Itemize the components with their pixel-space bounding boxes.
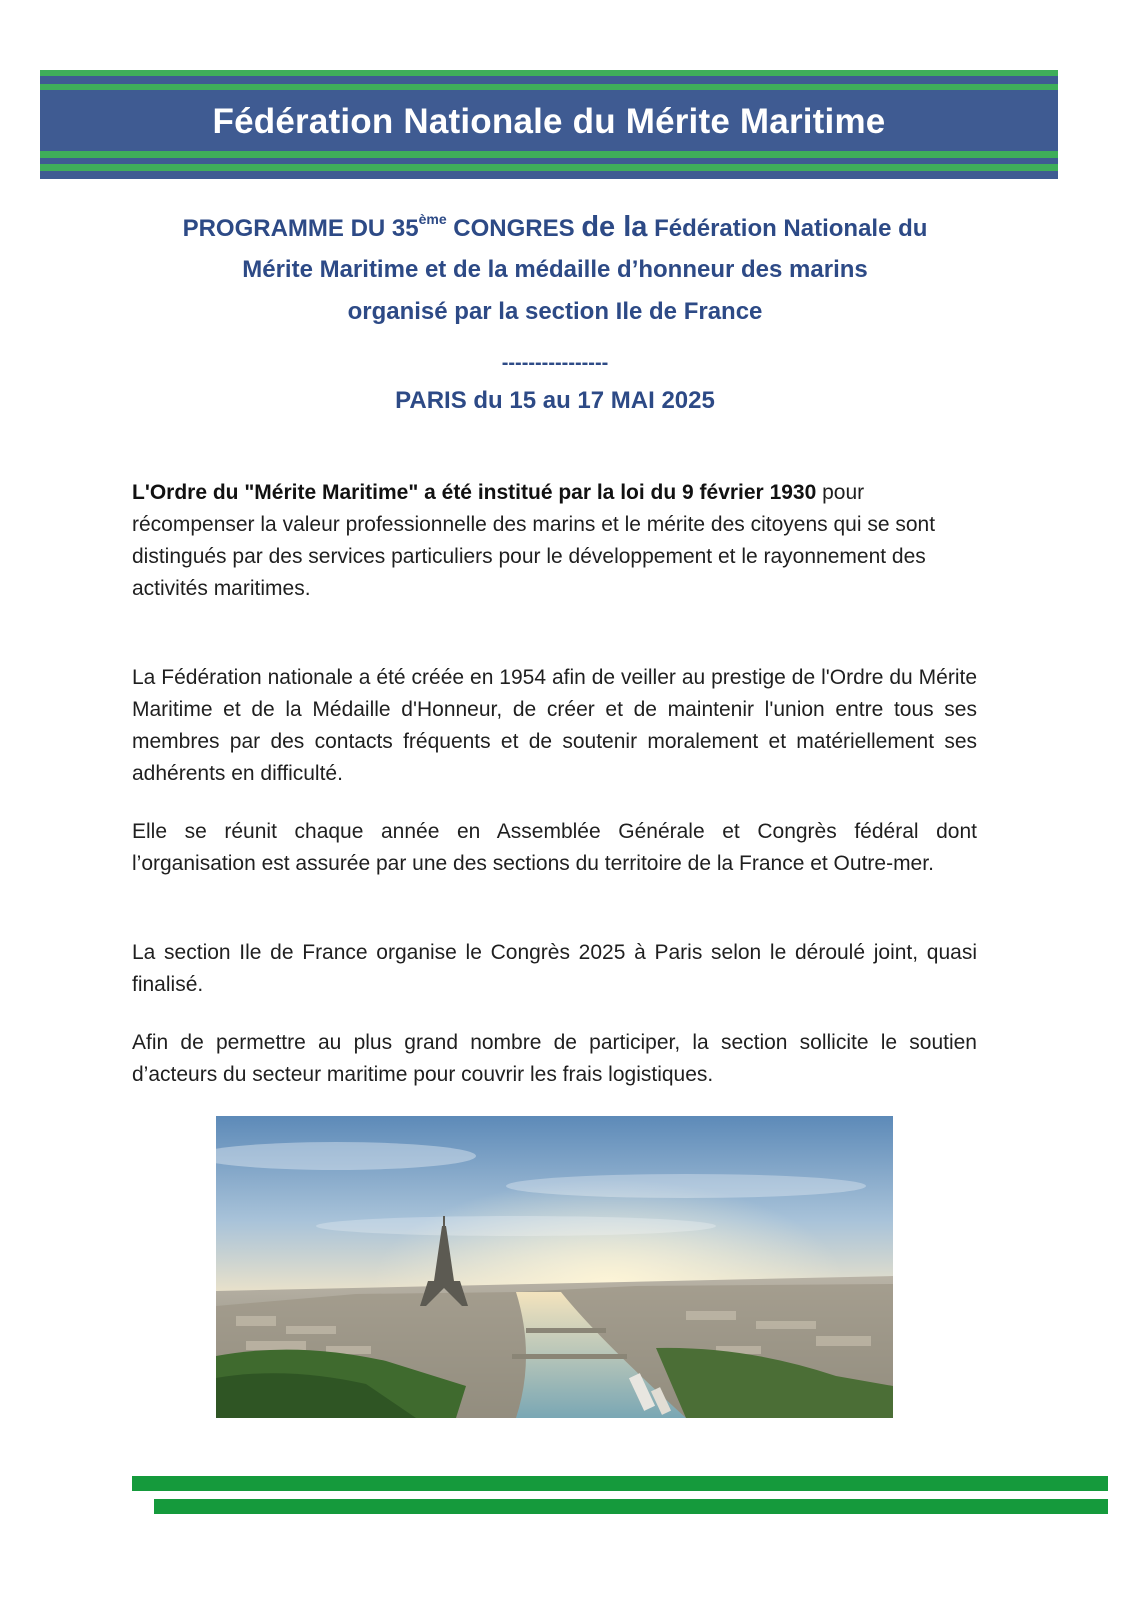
heading-text: Fédération Nationale du (647, 215, 928, 242)
paris-seine-photo (216, 1116, 893, 1418)
intro-text: pour récompenser la valeur professionnelle des marins et le mérite des citoyens qui se sont distingués par des services particuliers pour le développement et le rayonnement des activités maritimes. (132, 481, 936, 600)
intro-paragraph (132, 477, 977, 605)
banner-stripe (40, 171, 1058, 179)
footer-bar (132, 1476, 1108, 1491)
programme-heading-line3: organisé par la section Ile de France (347, 298, 763, 325)
banner-stripe (40, 151, 1058, 158)
heading-separator: ---------------- (501, 352, 609, 374)
banner-stripe (40, 76, 1058, 84)
support-paragraph: Afin de permettre au plus grand nombre de participer, la section sollicite le soutien d’acteurs du secteur maritime pour couvrir les frais logistiques. (132, 1031, 977, 1086)
intro-bold-text: L'Ordre du "Mérite Maritime" a été institué par la loi du 9 février 1930 (132, 481, 817, 504)
header-banner (40, 70, 1058, 179)
heading-superscript: ème (418, 211, 447, 227)
congress-paragraph: La section Ile de France organise le Congrès 2025 à Paris selon le déroulé joint, quasi finalisé. (132, 941, 977, 996)
federation-paragraph: La Fédération nationale a été créée en 1954 afin de veiller au prestige de l'Ordre du Mérite Maritime et de la Médaille d'Honneur, de créer et de maintenir l'union entre tous ses membres par des contacts fréquents et de soutenir moralement et matériellement ses adhérents en difficulté. (132, 666, 977, 785)
programme-heading-line1 (90, 206, 1020, 250)
heading-text: CONGRES (446, 215, 582, 242)
event-date: PARIS du 15 au 17 MAI 2025 (395, 387, 715, 414)
footer-bar (154, 1499, 1108, 1514)
heading-text: PROGRAMME DU 35 (182, 215, 419, 242)
assembly-paragraph: Elle se réunit chaque année en Assemblée Générale et Congrès fédéral dont l’organisation est assurée par une des sections du territoire de la France et Outre-mer. (132, 820, 977, 875)
banner-title: Fédération Nationale du Mérite Maritime (212, 102, 886, 141)
programme-heading-line2: Mérite Maritime et de la médaille d’honneur des marins (242, 256, 868, 283)
paris-skyline-illustration (216, 1116, 893, 1418)
heading-text: de la (581, 211, 648, 243)
banner-stripe (40, 164, 1058, 171)
